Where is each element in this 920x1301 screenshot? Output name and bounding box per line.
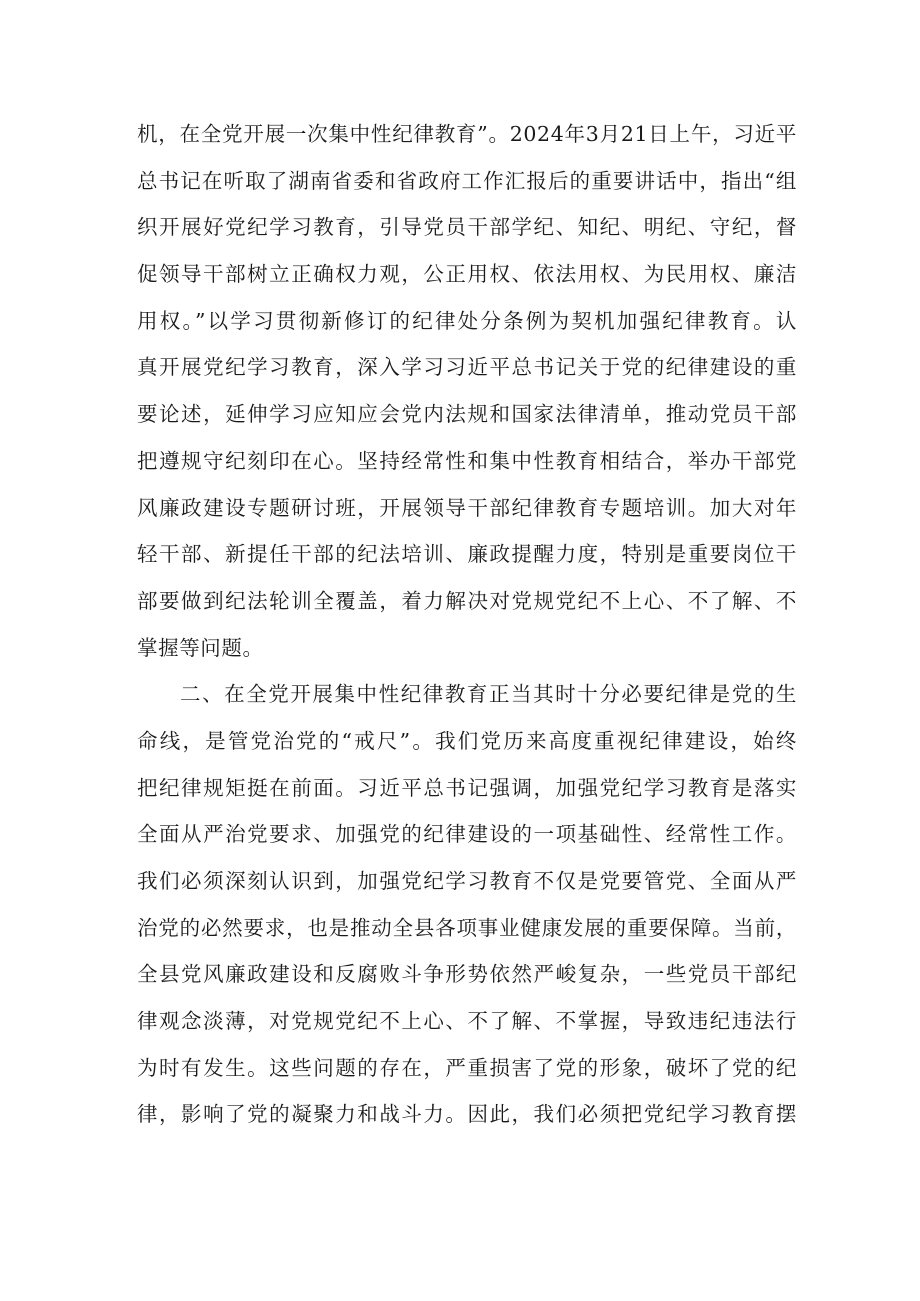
- text-line: 治党的必然要求，也是推动全县各项事业健康发展的重要保障。当前，: [137, 915, 797, 940]
- text-line: 织开展好党纪学习教育，引导党员干部学纪、知纪、明纪、守纪，督: [137, 215, 797, 240]
- text-line: 掌握等问题。: [137, 635, 264, 660]
- text-line: 为时有发生。这些问题的存在，严重损害了党的形象，破坏了党的纪: [137, 1055, 797, 1080]
- text-line: 部要做到纪法轮训全覆盖，着力解决对党规党纪不上心、不了解、不: [137, 588, 797, 613]
- document-body: [137, 111, 797, 1138]
- text-line: 把遵规守纪刻印在心。坚持经常性和集中性教育相结合，举办干部党: [137, 448, 797, 473]
- text-line: 全县党风廉政建设和反腐败斗争形势依然严峻复杂，一些党员干部纪: [137, 962, 797, 987]
- text-line: 总书记在听取了湖南省委和省政府工作汇报后的重要讲话中，指出“组: [137, 168, 797, 193]
- paragraph-1: [137, 111, 797, 671]
- text-line: 用权。”以学习贯彻新修订的纪律处分条例为契机加强纪律教育。认: [137, 308, 797, 333]
- text-line: 机，在全党开展一次集中性纪律教育”。2024年3月21日上午，习近平: [137, 122, 797, 146]
- text-line: 促领导干部树立正确权力观，公正用权、依法用权、为民用权、廉洁: [137, 262, 797, 287]
- text-line: 轻干部、新提任干部的纪法培训、廉政提醒力度，特别是重要岗位干: [137, 542, 797, 567]
- text-line: 风廉政建设专题研讨班，开展领导干部纪律教育专题培训。加大对年: [137, 495, 797, 520]
- text-line: 真开展党纪学习教育，深入学习习近平总书记关于党的纪律建设的重: [137, 355, 797, 380]
- text-line: 律，影响了党的凝聚力和战斗力。因此，我们必须把党纪学习教育摆: [137, 1102, 797, 1127]
- text-line: 二、在全党开展集中性纪律教育正当其时十分必要纪律是党的生: [180, 682, 797, 707]
- text-line: 全面从严治党要求、加强党的纪律建设的一项基础性、经常性工作。: [137, 822, 797, 847]
- text-line: 要论述，延伸学习应知应会党内法规和国家法律清单，推动党员干部: [137, 402, 797, 427]
- text-line: 命线，是管党治党的“戒尺”。我们党历来高度重视纪律建设，始终: [137, 728, 797, 753]
- paragraph-2: [137, 671, 797, 1138]
- text-line: 把纪律规矩挺在前面。习近平总书记强调，加强党纪学习教育是落实: [137, 775, 797, 800]
- text-line: 律观念淡薄，对党规党纪不上心、不了解、不掌握，导致违纪违法行: [137, 1009, 797, 1034]
- text-line: 我们必须深刻认识到，加强党纪学习教育不仅是党要管党、全面从严: [137, 869, 797, 893]
